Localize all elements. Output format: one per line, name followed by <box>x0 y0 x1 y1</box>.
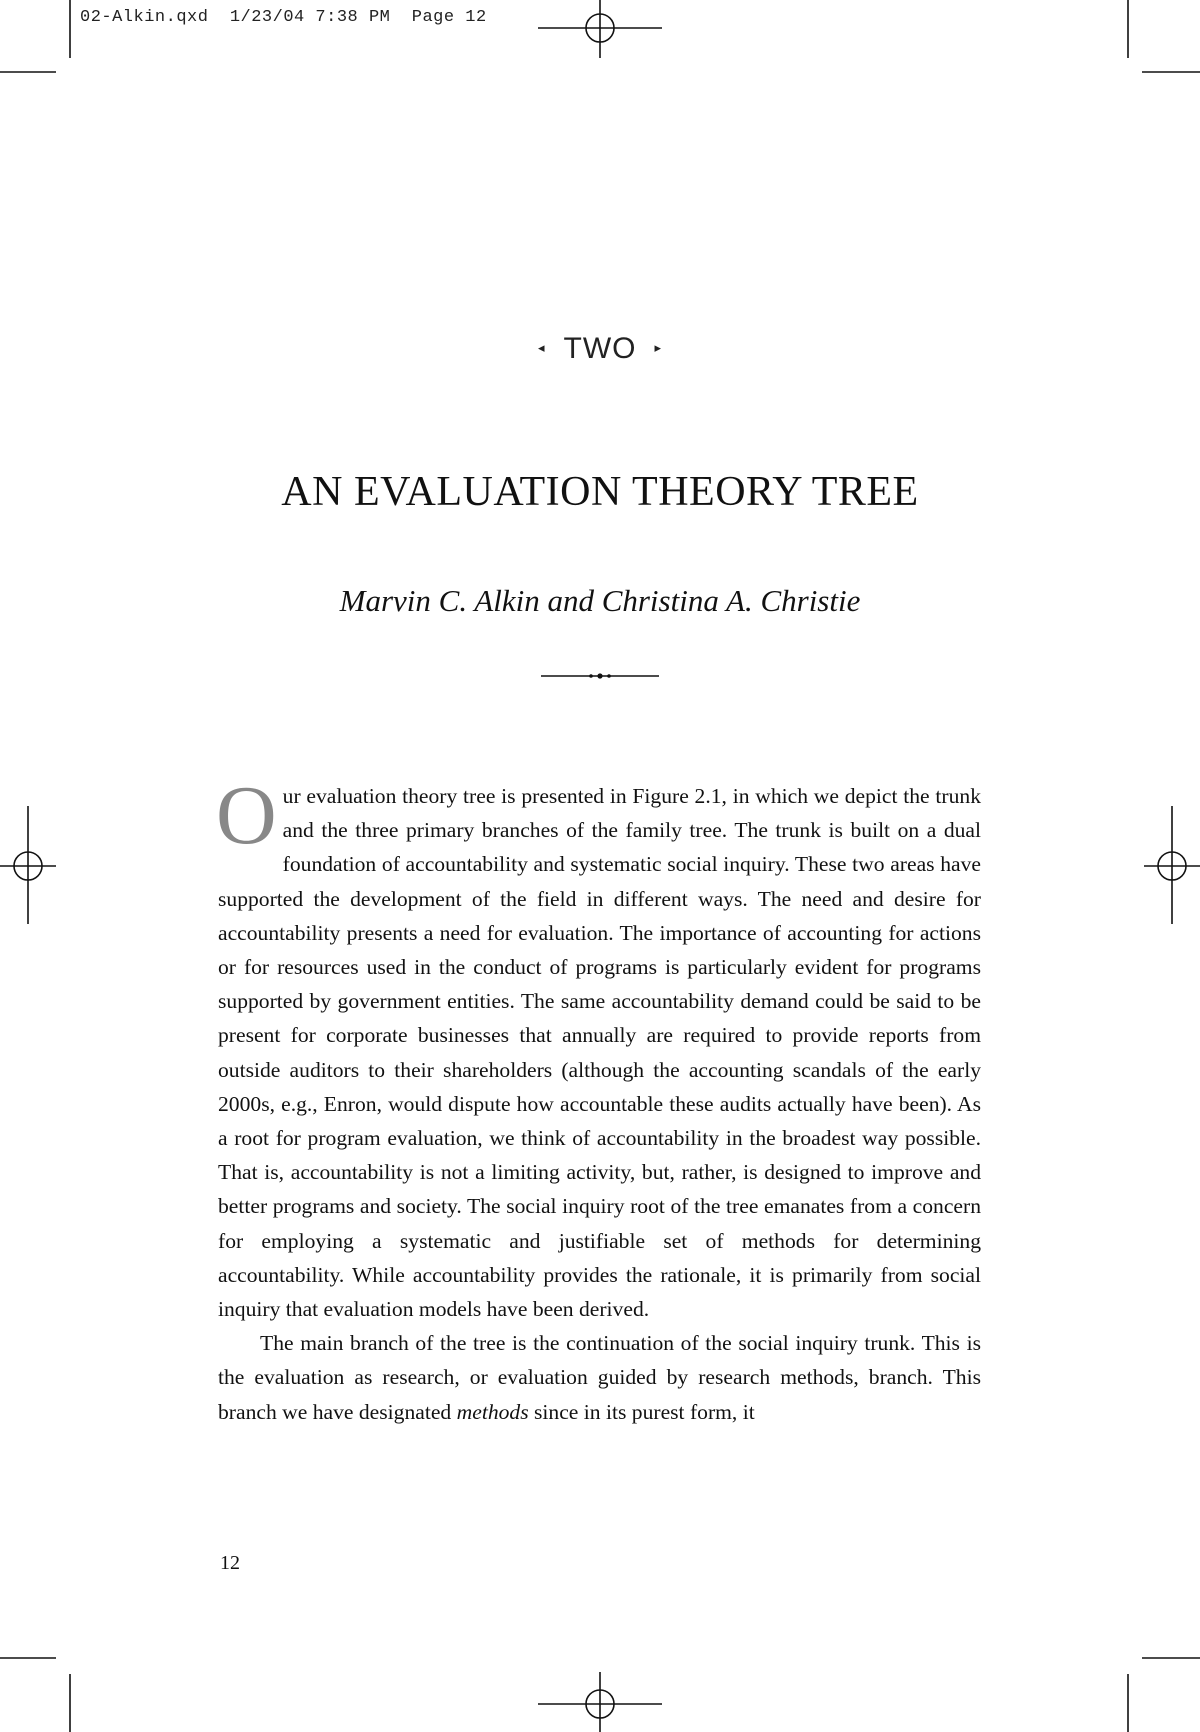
registration-mark-top <box>538 0 662 58</box>
chapter-number: TWO <box>563 332 637 365</box>
paragraph-1 <box>216 769 981 1326</box>
ornament-divider <box>541 668 659 684</box>
chapter-label <box>0 332 1200 366</box>
chapter-marker-right: ▸ <box>654 340 663 356</box>
paragraph-2-text-start: The main branch of the tree is the continuation of the social inquiry trunk. This is the evaluation as research, or evaluation guided by research methods, branch. This branch we have designated <box>218 1331 981 1424</box>
chapter-title: AN EVALUATION THEORY TREE <box>281 469 919 515</box>
paragraph-1-text: ur evaluation theory tree is presented in Figure 2.1, in which we depict the trunk and the three primary branches of the family tree. The trunk is built on a dual foundation of accountability and systematic social inquiry. These two areas have supported the development of the field in different ways. The need and desire for accountability presents a need for evaluation. The importance of accounting for actions or for resources used in the conduct of programs is particularly evident for programs supported by government entities. The same accountability demand could be said to be present for corporate businesses that annually are required to provide reports from outside auditors to their shareholders (although the accounting scandals of the early 2000s, e.g., Enron, would dispute how accountable these audits actually have been). As a root for program evaluation, we think of accountability in the broadest way possible. That is, accountability is not a limiting activity, but, rather, is designed to improve and better programs and society. The social inquiry root of the tree emanates from a concern for employing a systematic and justifiable set of methods for determining accountability. While accountability provides the rationale, it is primarily from social inquiry that evaluation models have been derived. <box>218 784 981 1322</box>
registration-mark-right <box>1144 806 1200 924</box>
registration-mark-bottom <box>538 1672 662 1732</box>
paragraph-2 <box>218 1326 981 1429</box>
emphasis-methods: methods <box>456 1399 529 1424</box>
print-slug: 02-Alkin.qxd 1/23/04 7:38 PM Page 12 <box>80 8 487 27</box>
drop-cap: O <box>216 769 277 862</box>
paragraph-2-text-end: since in its purest form, it <box>528 1399 755 1424</box>
registration-mark-left <box>0 806 56 924</box>
chapter-marker-left: ◂ <box>537 340 546 356</box>
page-number: 12 <box>220 1552 240 1574</box>
chapter-authors: Marvin C. Alkin and Christina A. Christie <box>339 583 861 618</box>
body-text <box>216 769 981 1429</box>
